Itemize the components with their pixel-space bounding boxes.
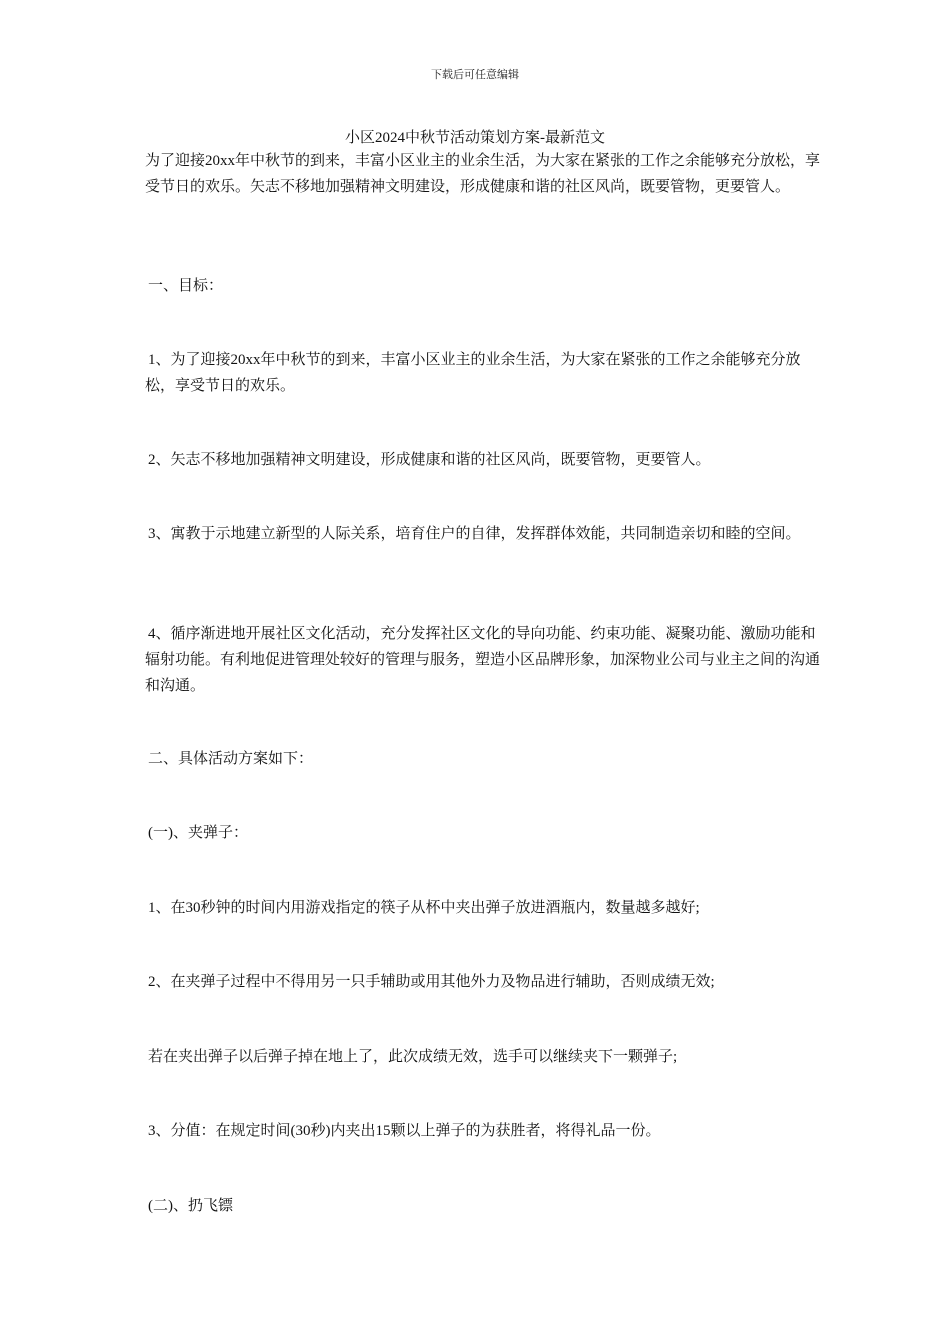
- header-note: 下载后可任意编辑: [431, 69, 519, 81]
- goal-item-1: 1、为了迎接20xx年中秋节的到来，丰富小区业主的业余生活，为大家在紧张的工作之余能够充分放松，享受节日的欢乐。: [145, 352, 801, 394]
- marbles-rule-3: 3、分值：在规定时间(30秒)内夹出15颗以上弹子的为获胜者，将得礼品一份。: [148, 1123, 661, 1139]
- intro-paragraph: 为了迎接20xx年中秋节的到来，丰富小区业主的业余生活，为大家在紧张的工作之余能够充分放松，享受节日的欢乐。矢志不移地加强精神文明建设，形成健康和谐的社区风尚，既要管物，更要管人。: [145, 153, 821, 195]
- section-heading-plan: 二、具体活动方案如下：: [148, 751, 314, 767]
- goal-item-2: 2、矢志不移地加强精神文明建设，形成健康和谐的社区风尚，既要管物，更要管人。: [148, 452, 711, 468]
- section-heading-goals: 一、目标：: [148, 278, 224, 294]
- subsection-heading-darts: (二)、扔飞镖: [148, 1198, 233, 1214]
- goal-item-4: 4、循序渐进地开展社区文化活动，充分发挥社区文化的导向功能、约束功能、凝聚功能、激励功能和辐射功能。有利地促进管理处较好的管理与服务，塑造小区品牌形象，加深物业公司与业主之间的沟通和沟通。: [145, 626, 821, 694]
- subsection-heading-marbles: (一)、夹弹子：: [148, 825, 248, 841]
- marbles-rule-1: 1、在30秒钟的时间内用游戏指定的筷子从杯中夹出弹子放进酒瓶内，数量越多越好;: [148, 900, 700, 916]
- goal-item-3: 3、寓教于示地建立新型的人际关系，培育住户的自律，发挥群体效能，共同制造亲切和睦的空间。: [148, 526, 801, 542]
- marbles-rule-2: 2、在夹弹子过程中不得用另一只手辅助或用其他外力及物品进行辅助，否则成绩无效;: [148, 974, 715, 990]
- marbles-rule-note: 若在夹出弹子以后弹子掉在地上了，此次成绩无效，选手可以继续夹下一颗弹子;: [148, 1049, 678, 1065]
- document-title: 小区2024中秋节活动策划方案-最新范文: [345, 130, 605, 146]
